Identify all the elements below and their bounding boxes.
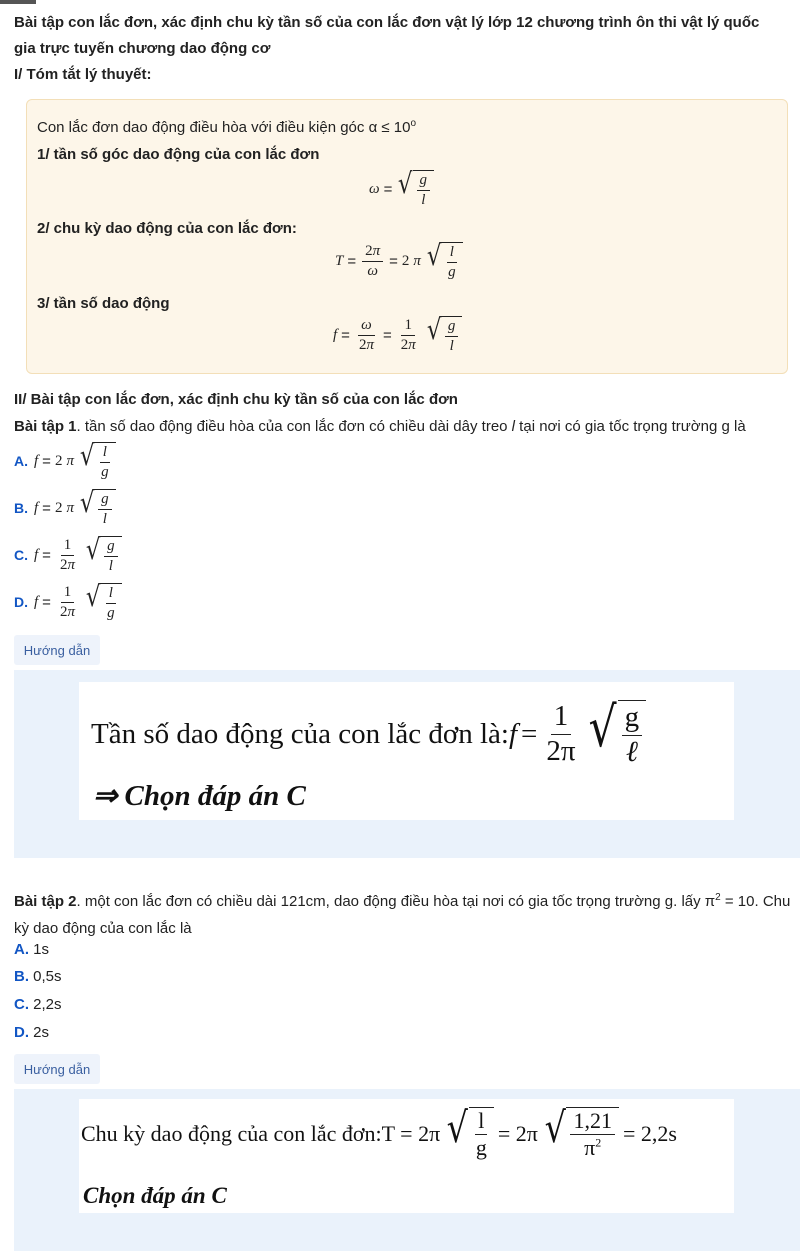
theory-item-3: 3/ tần số dao động [37,295,170,312]
theory-intro: Con lắc đơn dao động điều hòa với điều kiện góc $\alpha \le 10^o$ [37,118,417,136]
q2-option-a[interactable]: A. 1s [14,941,50,958]
section-heading-theory: I/ Tóm tắt lý thuyết: [14,66,152,83]
q1-answer-line-1: Tần số dao động của con lắc đơn là: f = $\frac{1}{2\pi}$ √ $\frac{g}{\text{ℓ}}$ [91,700,646,769]
q1-option-c[interactable]: C. f = $\frac{1}{2\pi}$ √ $\frac{g}{l}$ [14,536,122,574]
q2-hint-button[interactable]: Hướng dẫn [14,1054,100,1084]
section-heading-exercises: II/ Bài tập con lắc đơn, xác định chu kỳ tần số của con lắc đơn [14,391,458,408]
formula-frequency: f = $\frac{\omega}{2\pi}$ = $\frac{1}{2\pi}$ √ $\frac{g}{l}$ [333,316,462,354]
question-2-text: Bài tập 2. một con lắc đơn có chiều dài 121cm, dao động điều hòa tại nơi có gia tốc trọng trường g. lấy $\pi^2 = 10$. Chu kỳ dao động của con lắc là [14,892,791,937]
q1-option-b[interactable]: B. f = 2 π √ $\frac{g}{l}$ [14,489,116,527]
top-corner-mark [0,0,36,4]
formula-angular-frequency: ω = √ $\frac{g}{l}$ [369,170,434,208]
q1-answer-card [79,682,734,820]
question-1-text: Bài tập 1. tần số dao động điều hòa của con lắc đơn có chiều dài dây treo l tại nơi có gia tốc trọng trường g là [14,418,746,435]
q2-answer-panel [14,1089,800,1251]
q1-option-d[interactable]: D. f = $\frac{1}{2\pi}$ √ $\frac{l}{g}$ [14,583,122,621]
page-title: Bài tập con lắc đơn, xác định chu kỳ tần số của con lắc đơn vật lý lớp 12 chương trình ôn thi vật lý quốc gia trực tuyến chương dao động cơ [14,14,760,57]
q1-option-a[interactable]: A. f = 2 π √ $\frac{l}{g}$ [14,442,116,480]
q1-answer-panel [14,670,800,858]
q2-option-b[interactable]: B. 0,5s [14,968,62,985]
theory-item-2: 2/ chu kỳ dao động của con lắc đơn: [37,220,297,237]
q1-hint-button[interactable]: Hướng dẫn [14,635,100,665]
q2-option-d[interactable]: D. 2s [14,1024,50,1041]
theory-box [26,99,788,374]
q1-answer-line-2: ⇒ Chọn đáp án C [93,780,306,812]
q2-answer-line-1: Chu kỳ dao động của con lắc đơn: T = 2π √ $\frac{l}{g}$ = 2π √ $\frac{1,21}{\pi^2}$ = 2,2s [81,1103,677,1161]
q2-option-c[interactable]: C. 2,2s [14,996,62,1013]
q2-answer-card [79,1099,734,1213]
q2-answer-line-2: Chọn đáp án C [83,1183,227,1208]
formula-period: T = $\frac{2\pi}{\omega}$ = 2 π √ $\frac{l}{g}$ [335,242,463,280]
theory-item-1: 1/ tần số góc dao động của con lắc đơn [37,146,320,163]
